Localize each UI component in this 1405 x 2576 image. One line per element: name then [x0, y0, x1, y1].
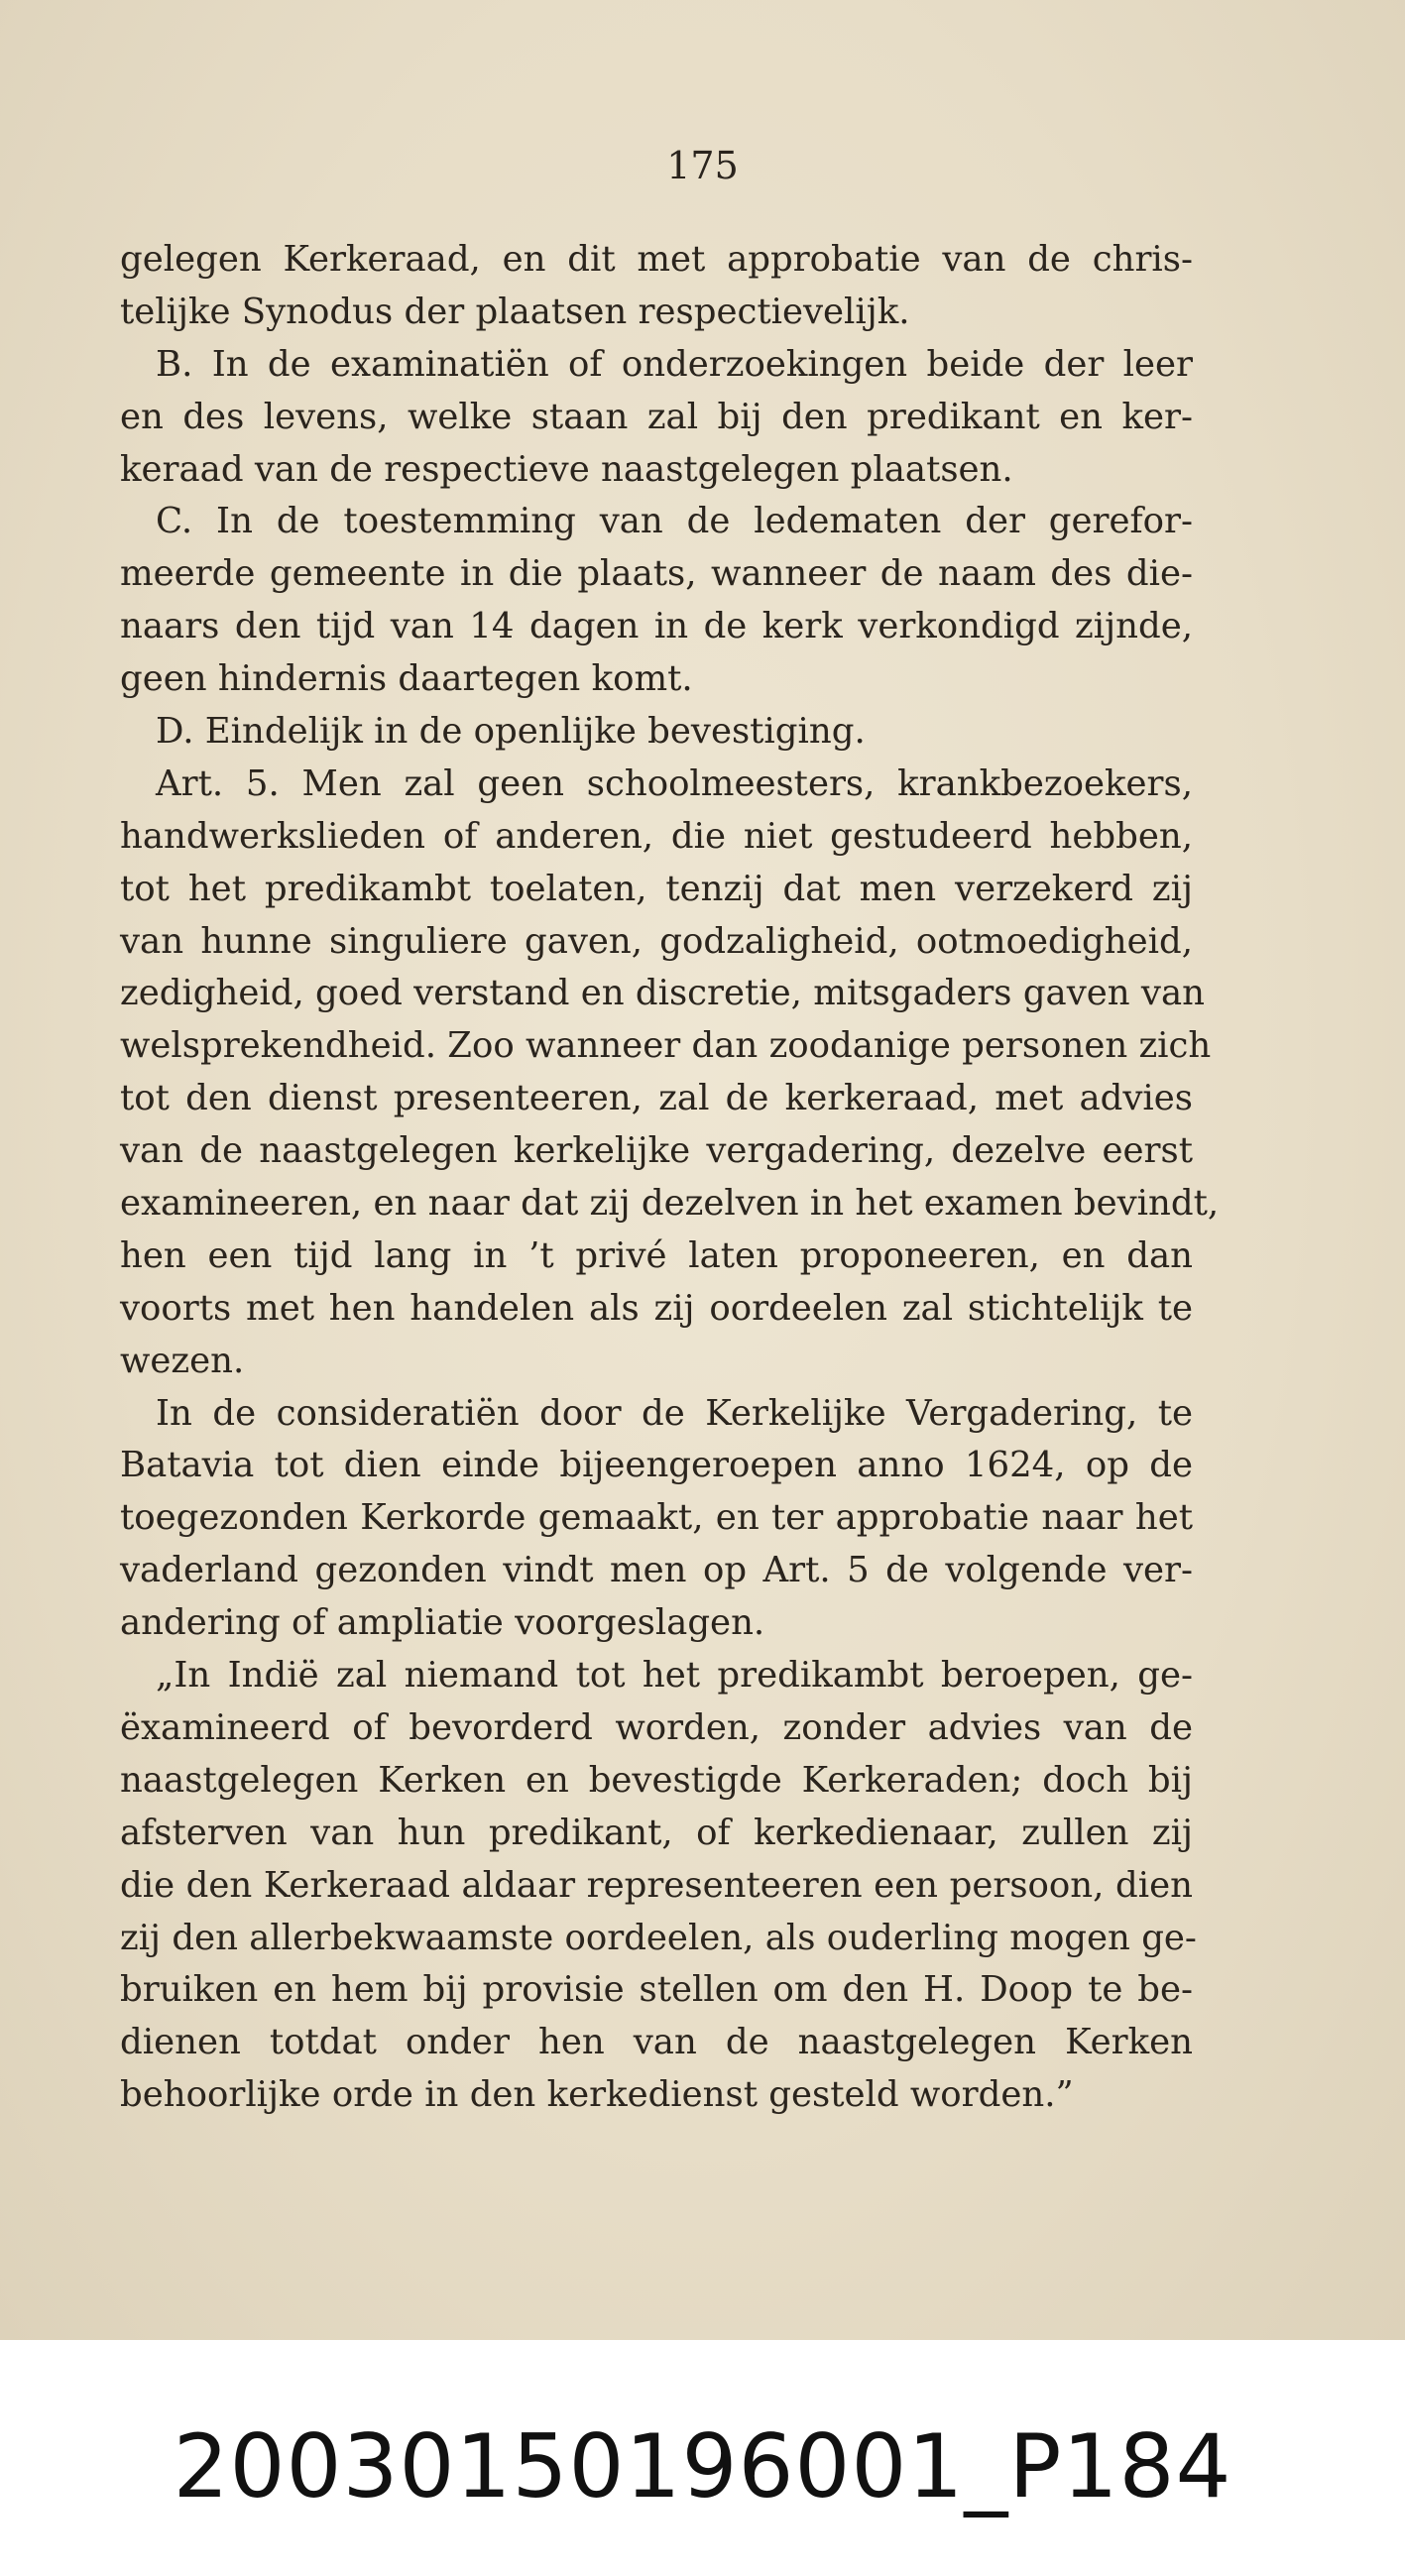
text-line: ëxamineerd of bevorderd worden, zonder advies van de	[120, 1706, 1193, 1748]
text-line: B. In de examinatiën of onderzoekingen beide der leer	[156, 343, 1193, 385]
text-line: behoorlijke orde in den kerkedienst gesteld worden.”	[120, 2074, 1074, 2116]
text-line: afsterven van hun predikant, of kerkedienaar, zullen zij	[120, 1812, 1193, 1853]
text-line: „In Indië zal niemand tot het predikambt beroepen, ge-	[156, 1655, 1193, 1697]
body-text	[120, 234, 1220, 2122]
text-line: vaderland gezonden vindt men op Art. 5 de volgende ver-	[120, 1550, 1193, 1591]
text-line: tot het predikambt toelaten, tenzij dat men verzekerd zij	[120, 868, 1193, 909]
text-line: geen hindernis daartegen komt.	[120, 658, 693, 700]
text-line: C. In de toestemming van de ledematen der gerefor-	[156, 501, 1193, 542]
text-line: telijke Synodus der plaatsen respectievelijk.	[120, 291, 910, 332]
text-line: van hunne singuliere gaven, godzaligheid, ootmoedigheid,	[120, 920, 1193, 962]
text-line: tot den dienst presenteeren, zal de kerkeraad, met advies	[120, 1078, 1193, 1119]
scan-footer	[0, 2340, 1405, 2576]
text-line: hen een tijd lang in ’t privé laten proponeeren, en dan	[120, 1234, 1193, 1276]
text-line: examineeren, en naar dat zij dezelven in het examen bevindt,	[120, 1183, 1220, 1225]
text-line: handwerkslieden of anderen, die niet gestudeerd hebben,	[120, 815, 1193, 857]
text-line: keraad van de respectieve naastgelegen plaatsen.	[120, 448, 1013, 490]
text-line: wezen.	[120, 1340, 245, 1381]
text-line: van de naastgelegen kerkelijke vergadering, dezelve eerst	[120, 1130, 1193, 1172]
text-line: voorts met hen handelen als zij oordeelen zal stichtelijk te	[120, 1287, 1193, 1329]
text-line: welsprekendheid. Zoo wanneer dan zoodanige personen zich	[120, 1025, 1212, 1067]
text-line: en des levens, welke staan zal bij den predikant en ker-	[120, 396, 1193, 437]
text-line: Art. 5. Men zal geen schoolmeesters, krankbezoekers,	[156, 762, 1193, 804]
text-line: die den Kerkeraad aldaar representeeren een persoon, dien	[120, 1864, 1193, 1906]
text-line: dienen totdat onder hen van de naastgelegen Kerken	[120, 2022, 1193, 2063]
text-line: meerde gemeente in die plaats, wanneer de naam des die-	[120, 553, 1193, 595]
text-line: Batavia tot dien einde bijeengeroepen anno 1624, op de	[120, 1445, 1193, 1486]
text-line: naastgelegen Kerken en bevestigde Kerkeraden; doch bij	[120, 1759, 1193, 1801]
page-number: 175	[666, 144, 739, 187]
scan-id-label: 20030150196001_P184	[173, 2415, 1232, 2517]
text-line: bruiken en hem bij provisie stellen om den H. Doop te be-	[120, 1969, 1193, 2011]
text-line: andering of ampliatie voorgeslagen.	[120, 1602, 765, 1644]
text-line: gelegen Kerkeraad, en dit met approbatie van de chris-	[120, 239, 1193, 280]
text-line: zij den allerbekwaamste oordeelen, als ouderling mogen ge-	[120, 1917, 1197, 1958]
text-line: D. Eindelijk in de openlijke bevestiging.	[156, 711, 866, 753]
text-line: toegezonden Kerkorde gemaakt, en ter approbatie naar het	[120, 1497, 1193, 1539]
text-line: In de consideratiën door de Kerkelijke Vergadering, te	[156, 1392, 1193, 1434]
text-line: zedigheid, goed verstand en discretie, mitsgaders gaven van	[120, 973, 1205, 1014]
text-line: naars den tijd van 14 dagen in de kerk verkondigd zijnde,	[120, 606, 1193, 647]
